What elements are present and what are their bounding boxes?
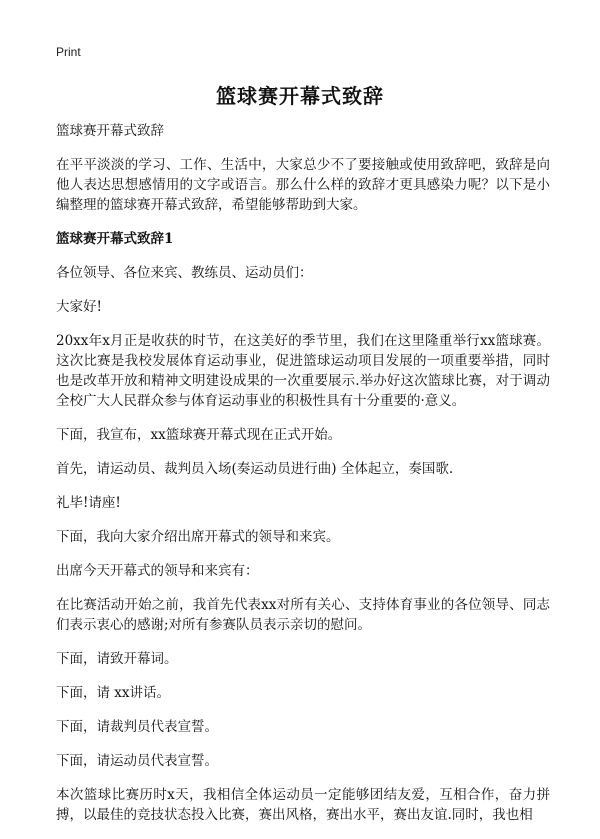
paragraph: 大家好!: [56, 299, 102, 315]
paragraph: 下面，请致开幕词。: [56, 651, 178, 667]
paragraph: 20xx年x月正是收获的时节，在这美好的季节里，我们在这里隆重举行xx篮球赛。这次比赛是我校发展体育运动事业，促进篮球运动项目发展的一项重要举措，同时也是改革开放和精神文明建设成果的一次重要展示.举办好这次篮球比赛，对于调动全校广大人民群众参与体育运动事业的积极性具有十分重要的·意义。: [56, 333, 550, 409]
print-link[interactable]: Print: [56, 45, 81, 59]
paragraph: 下面，请裁判员代表宣誓。: [56, 719, 218, 735]
paragraph: 出席今天开幕式的领导和来宾有：: [56, 563, 259, 579]
paragraph: 下面，请 xx讲话。: [56, 685, 171, 701]
paragraph: 本次篮球比赛历时x天，我相信全体运动员一定能够团结友爱，互相合作，奋力拼搏，以最佳的竞技状态投入比赛，赛出风格，赛出水平，赛出友谊.同时，我也相: [56, 787, 550, 823]
subtitle: 篮球赛开幕式致辞: [56, 123, 164, 139]
document-body: [56, 121, 550, 839]
paragraph: 下面，请运动员代表宣誓。: [56, 753, 218, 769]
document-title: 篮球赛开幕式致辞: [216, 84, 384, 108]
paragraph: 下面，我宣布，xx篮球赛开幕式现在正式开始。: [56, 427, 342, 443]
paragraph: 在比赛活动开始之前，我首先代表xx对所有关心、支持体育事业的各位领导、同志们表示衷心的感谢;对所有参赛队员表示亲切的慰问。: [56, 597, 550, 633]
paragraph: 礼毕!请座!: [56, 495, 121, 511]
section-heading: 篮球赛开幕式致辞1: [56, 231, 174, 247]
paragraph: 各位领导、各位来宾、教练员、运动员们：: [56, 265, 313, 281]
intro-paragraph: 在平平淡淡的学习、工作、生活中，大家总少不了要接触或使用致辞吧，致辞是向他人表达思想感情用的文字或语言。那么什么样的致辞才更具感染力呢？以下是小编整理的篮球赛开幕式致辞，希望能够帮助到大家。: [56, 157, 550, 213]
paragraph: 下面，我向大家介绍出席开幕式的领导和来宾。: [56, 529, 340, 545]
paragraph: 首先，请运动员、裁判员入场(奏运动员进行曲) 全体起立，奏国歌.: [56, 461, 454, 477]
